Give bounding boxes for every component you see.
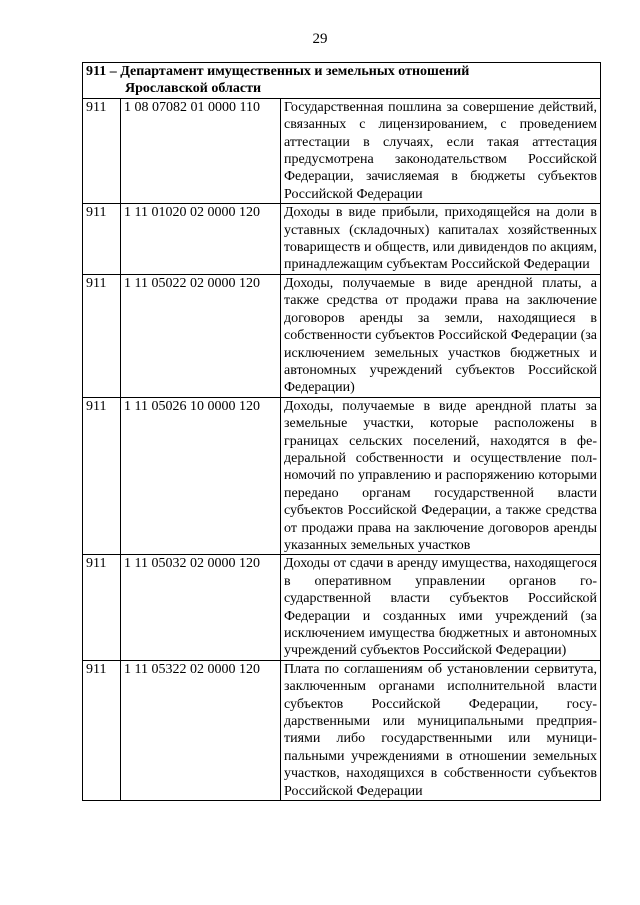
section-header-region: Ярославской области (125, 81, 262, 97)
admin-code-cell: 911 (83, 555, 121, 660)
admin-code-cell: 911 (83, 204, 121, 275)
page-number: 29 (312, 31, 328, 47)
section-header-title: 911 – Департамент имущественных и земельных отношений (86, 64, 470, 79)
description-cell: Доходы, получаемые в виде арендной платы, а также средства от продажи права на заключение договоров аренды за земли, находящиеся в собственности субъектов Российской Федерации (за исключением земельных участков бюджетных и автономных учреждений субъектов Российской Федерации) (281, 274, 601, 397)
table-row (83, 204, 601, 275)
description-cell: Государственная пошлина за совершение действий, связанных с лицензированием, с проведением аттестации в случаях, если такая аттестация предусмотрена законодательством Российской Федерации, зачисляемая в бюджеты субъектов Российской Федерации (281, 98, 601, 203)
admin-code-cell: 911 (83, 397, 121, 555)
description-cell: Плата по соглашениям об установлении сервитута, заключенным органами исполнительной власти субъектов Российской Федерации, государственными или муниципальными предприятиями либо государственными или муниципальными учреждениями в отношении земельных участков, находящихся в собственности субъектов Российской Федерации (281, 660, 601, 800)
admin-code-cell: 911 (83, 98, 121, 203)
table-row (83, 98, 601, 203)
revenue-codes-table (82, 62, 601, 801)
budget-code-cell: 1 11 01020 02 0000 120 (121, 204, 281, 275)
description-cell: Доходы от сдачи в аренду имущества, находящегося в оперативном управлении органов государственной власти субъектов Российской Федерации и созданных ими учреждений (за исключением имущества бюджетных и автономных учреждений субъектов Российской Федерации) (281, 555, 601, 660)
table-row (83, 660, 601, 800)
budget-code-cell: 1 11 05026 10 0000 120 (121, 397, 281, 555)
admin-code-cell: 911 (83, 274, 121, 397)
table-row (83, 274, 601, 397)
section-header-cell (83, 63, 601, 99)
budget-code-cell: 1 11 05032 02 0000 120 (121, 555, 281, 660)
budget-code-cell: 1 08 07082 01 0000 110 (121, 98, 281, 203)
description-cell: Доходы, получаемые в виде арендной платы за земельные участки, которые расположены в границах сельских поселений, находятся в федеральной собственности и осуществление полномочий по управлению и распоряжению которыми передано органам государственной власти субъектов Российской Федерации, а также средства от продажи права на заключение договоров аренды указанных земельных участков (281, 397, 601, 555)
table-row (83, 555, 601, 660)
description-cell: Доходы в виде прибыли, приходящейся на доли в уставных (складочных) капиталах хозяйственных товариществ и обществ, или дивидендов по акциям, принадлежащим субъектам Российской Федерации (281, 204, 601, 275)
section-header-row (83, 63, 601, 99)
budget-code-cell: 1 11 05022 02 0000 120 (121, 274, 281, 397)
table-row (83, 397, 601, 555)
admin-code-cell: 911 (83, 660, 121, 800)
budget-code-cell: 1 11 05322 02 0000 120 (121, 660, 281, 800)
